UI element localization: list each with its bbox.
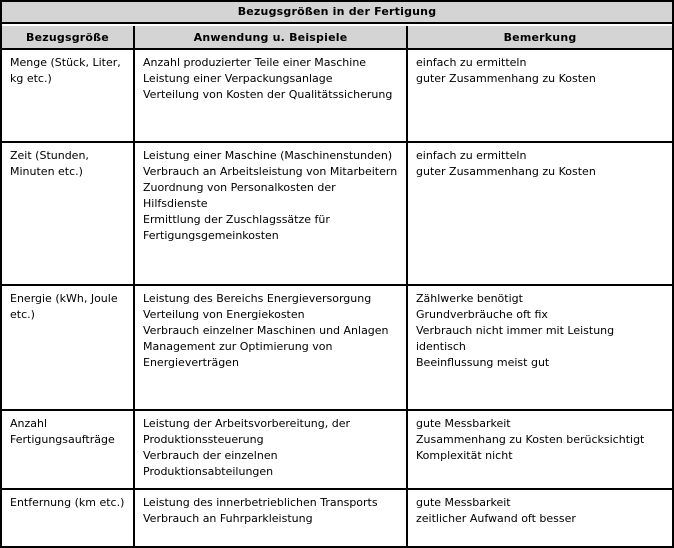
- cell-bezugsgroesse: [2, 143, 133, 284]
- cell-anwendung: [133, 286, 406, 409]
- cell-line: Zeit (Stunden, Minuten etc.): [10, 149, 89, 178]
- cell-bezugsgroesse: [2, 490, 133, 546]
- cell-bemerkung: [406, 411, 672, 488]
- cell-bezugsgroesse: [2, 411, 133, 488]
- column-header-bezugsgroesse: Bezugsgröße: [26, 30, 109, 44]
- cell-line: Zusammenhang zu Kosten berücksichtigt Komplexität nicht: [416, 433, 645, 462]
- cell-bezugsgroesse: [2, 50, 133, 141]
- cell-anwendung: [133, 411, 406, 488]
- cell-line: einfach zu ermitteln: [416, 56, 527, 69]
- column-header-anwendung: Anwendung u. Beispiele: [133, 26, 406, 48]
- cell-line: Leistung einer Verpackungsanlage: [143, 72, 333, 85]
- cell-line: Leistung des innerbetrieblichen Transports: [143, 496, 378, 509]
- cell-line: Anzahl produzierter Teile einer Maschine: [143, 56, 367, 69]
- cell-anwendung: [133, 50, 406, 141]
- cell-line: Leistung der Arbeitsvorbereitung, der Produktionssteuerung: [143, 417, 351, 446]
- cell-bemerkung: [406, 286, 672, 409]
- cell-line: Verbrauch an Arbeitsleistung von Mitarbeitern: [143, 165, 398, 178]
- cell-bezugsgroesse: [2, 286, 133, 409]
- cell-line: Ermittlung der Zuschlagssätze für Fertigungsgemeinkosten: [143, 213, 330, 242]
- table-row: [2, 286, 672, 411]
- table-row: [2, 490, 672, 546]
- cell-line: guter Zusammenhang zu Kosten: [416, 165, 596, 178]
- cell-anwendung: [133, 143, 406, 284]
- cell-line: Verbrauch einzelner Maschinen und Anlagen: [143, 324, 389, 337]
- cell-bemerkung: [406, 490, 672, 546]
- cell-line: Verbrauch der einzelnen Produktionsabteilungen: [143, 449, 278, 478]
- table-row: [2, 50, 672, 143]
- cell-line: Leistung des Bereichs Energieversorgung: [143, 292, 372, 305]
- cell-line: Management zur Optimierung von Energieverträgen: [143, 340, 333, 369]
- cell-line: zeitlicher Aufwand oft besser: [416, 512, 576, 525]
- cell-line: Verbrauch an Fuhrparkleistung: [143, 512, 313, 525]
- cell-line: Entfernung (km etc.): [10, 496, 125, 509]
- table-row: [2, 411, 672, 490]
- cell-line: einfach zu ermitteln: [416, 149, 527, 162]
- cell-bemerkung: [406, 143, 672, 284]
- cell-line: gute Messbarkeit: [416, 417, 511, 430]
- table-row: [2, 143, 672, 286]
- cell-line: Verteilung von Kosten der Qualitätssicherung: [143, 88, 393, 101]
- cell-line: Leistung einer Maschine (Maschinenstunden): [143, 149, 393, 162]
- cell-line: Beeinflussung meist gut: [416, 356, 550, 369]
- cell-line: Menge (Stück, Liter, kg etc.): [10, 56, 121, 85]
- table-title: Bezugsgrößen in der Fertigung: [2, 2, 672, 24]
- column-header-bemerkung: Bemerkung: [406, 26, 672, 48]
- table-header-row: [2, 26, 672, 50]
- cell-bemerkung: [406, 50, 672, 141]
- cell-line: Zählwerke benötigt: [416, 292, 523, 305]
- cell-line: guter Zusammenhang zu Kosten: [416, 72, 596, 85]
- cell-line: Verbrauch nicht immer mit Leistung identisch: [416, 324, 615, 353]
- cell-line: Grundverbräuche oft fix: [416, 308, 548, 321]
- cell-line: Verteilung von Energiekosten: [143, 308, 305, 321]
- cell-anwendung: [133, 490, 406, 546]
- cell-line: gute Messbarkeit: [416, 496, 511, 509]
- cell-line: Anzahl Fertigungsaufträge: [10, 417, 115, 446]
- cell-line: Zuordnung von Personalkosten der Hilfsdienste: [143, 181, 336, 210]
- cell-line: Energie (kWh, Joule etc.): [10, 292, 118, 321]
